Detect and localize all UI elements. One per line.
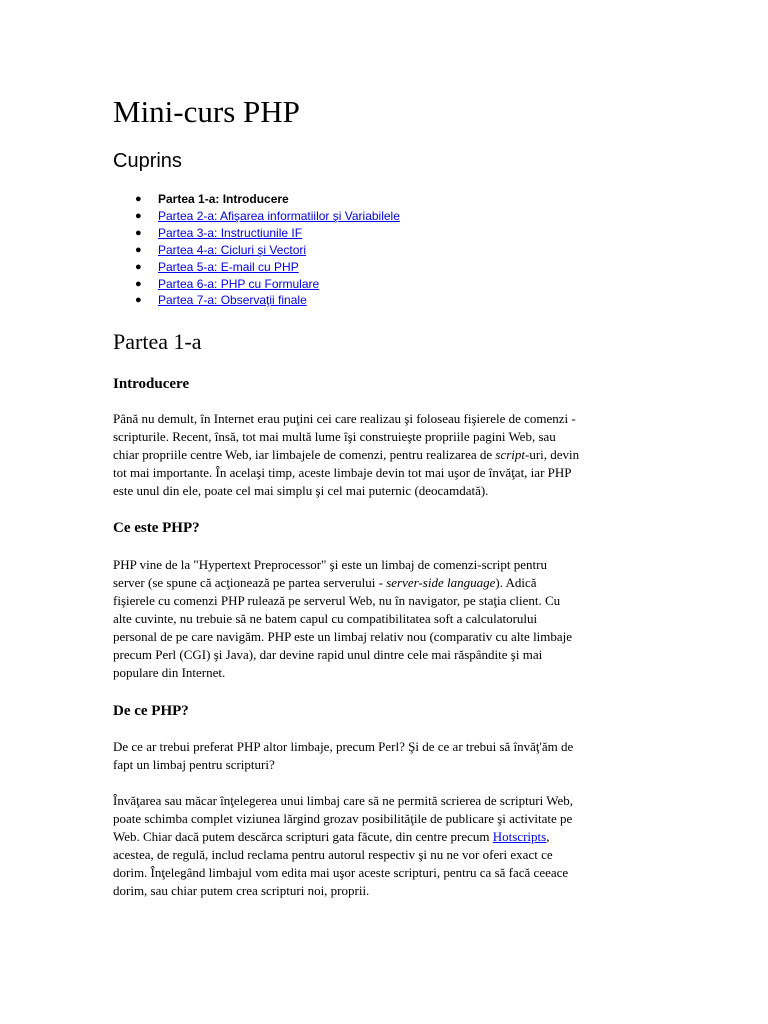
what-heading: Ce este PHP?	[113, 520, 200, 536]
toc-heading: Cuprins	[113, 150, 182, 172]
bullet-icon: ●	[135, 277, 142, 290]
toc-item-label: Partea 1-a: Introducere	[158, 192, 289, 206]
bullet-icon: ●	[135, 209, 142, 222]
why-heading: De ce PHP?	[113, 703, 189, 719]
bullet-icon: ●	[135, 294, 142, 307]
bullet-icon: ●	[135, 260, 142, 273]
toc-link[interactable]: Partea 7-a: Observaţii finale	[158, 293, 307, 308]
toc-item-part-5[interactable]	[113, 259, 400, 276]
toc-item-part-7[interactable]	[113, 292, 400, 309]
toc-item-part-2[interactable]	[113, 208, 400, 225]
toc-item-part-1	[113, 191, 400, 208]
toc-link[interactable]: Partea 6-a: PHP cu Formulare	[158, 276, 320, 291]
what-text: PHP vine de la "Hypertext Preprocessor" şi este un limbaj de comenzi-script pentru server (se spune că acţionează pe partea serverului -	[113, 557, 547, 590]
intro-paragraph	[113, 410, 658, 500]
toc-item-part-4[interactable]	[113, 242, 400, 259]
what-text-end: ). Adică fişierele cu comenzi PHP rulează pe serverul Web, nu în navigator, pe staţia client. Cu alte cuvinte, nu trebuie să ne batem capul cu compatibilitatea soft a calculatorului personal de pe care navigăm. PHP este un limbaj relativ nou (comparativ cu alte limbaje precum Perl (CGI) şi Java), dar devine rapid unul dintre cele mai răspândite şi mai populare din Internet.	[113, 575, 573, 680]
intro-text-end: -uri, devin tot mai importante. În acelaşi timp, aceste limbaje devin tot mai uşor de învăţat, iar PHP este unul din ele, poate cel mai simplu şi cel mai puternic (deocamdată).	[113, 447, 580, 498]
toc-item-part-3[interactable]	[113, 225, 400, 242]
intro-text-italic: script	[495, 447, 526, 462]
why-text-end: , acestea, de regulă, includ reclama pentru autorul respectiv şi nu ne vor oferi exact ce dorim. Înţelegând limbajul vom edita mai uşor aceste scripturi, pentru ca să facă ceeace dorim, sau chiar putem crea scripturi noi, proprii.	[113, 829, 569, 898]
bullet-icon: ●	[135, 226, 142, 239]
bullet-icon: ●	[135, 243, 142, 256]
why-paragraph-2	[113, 792, 658, 900]
toc-link[interactable]: Partea 2-a: Afişarea informatiilor şi Variabilele	[158, 208, 400, 223]
table-of-contents	[113, 191, 400, 309]
part-heading: Partea 1-a	[113, 329, 202, 354]
intro-text: Până nu demult, în Internet erau puţini cei care realizau şi foloseau fişierele de comenzi - scripturile. Recent, însă, tot mai multă lume îşi construieşte propriile pagini Web, sau chiar propriile centre Web, iar limbajele de comenzi, pentru realizarea de	[113, 411, 576, 462]
toc-link[interactable]: Partea 4-a: Cicluri şi Vectori	[158, 242, 307, 257]
why-text: Învăţarea sau măcar înţelegerea unui limbaj care să ne permită scrierea de scripturi Web, poate schimba complet viziunea lărgind grozav posibilităţile de publicare şi activitate pe Web. Chiar dacă putem descărca scripturi gata făcute, din centre precum	[113, 793, 573, 844]
what-text-italic: server-side language	[386, 575, 496, 590]
bullet-icon: ●	[135, 193, 142, 205]
toc-link[interactable]: Partea 3-a: Instructiunile IF	[158, 225, 303, 240]
intro-heading: Introducere	[113, 376, 190, 392]
toc-item-part-6[interactable]	[113, 276, 400, 293]
hotscripts-link[interactable]: Hotscripts	[492, 829, 547, 844]
toc-link[interactable]: Partea 5-a: E-mail cu PHP	[158, 259, 299, 274]
what-paragraph	[113, 556, 658, 682]
why-paragraph-1: De ce ar trebui preferat PHP altor limbaje, precum Perl? Şi de ce ar trebui să învăţ'ăm de fapt un limbaj pentru scripturi?	[113, 739, 574, 772]
document-title: Mini-curs PHP	[113, 94, 300, 129]
